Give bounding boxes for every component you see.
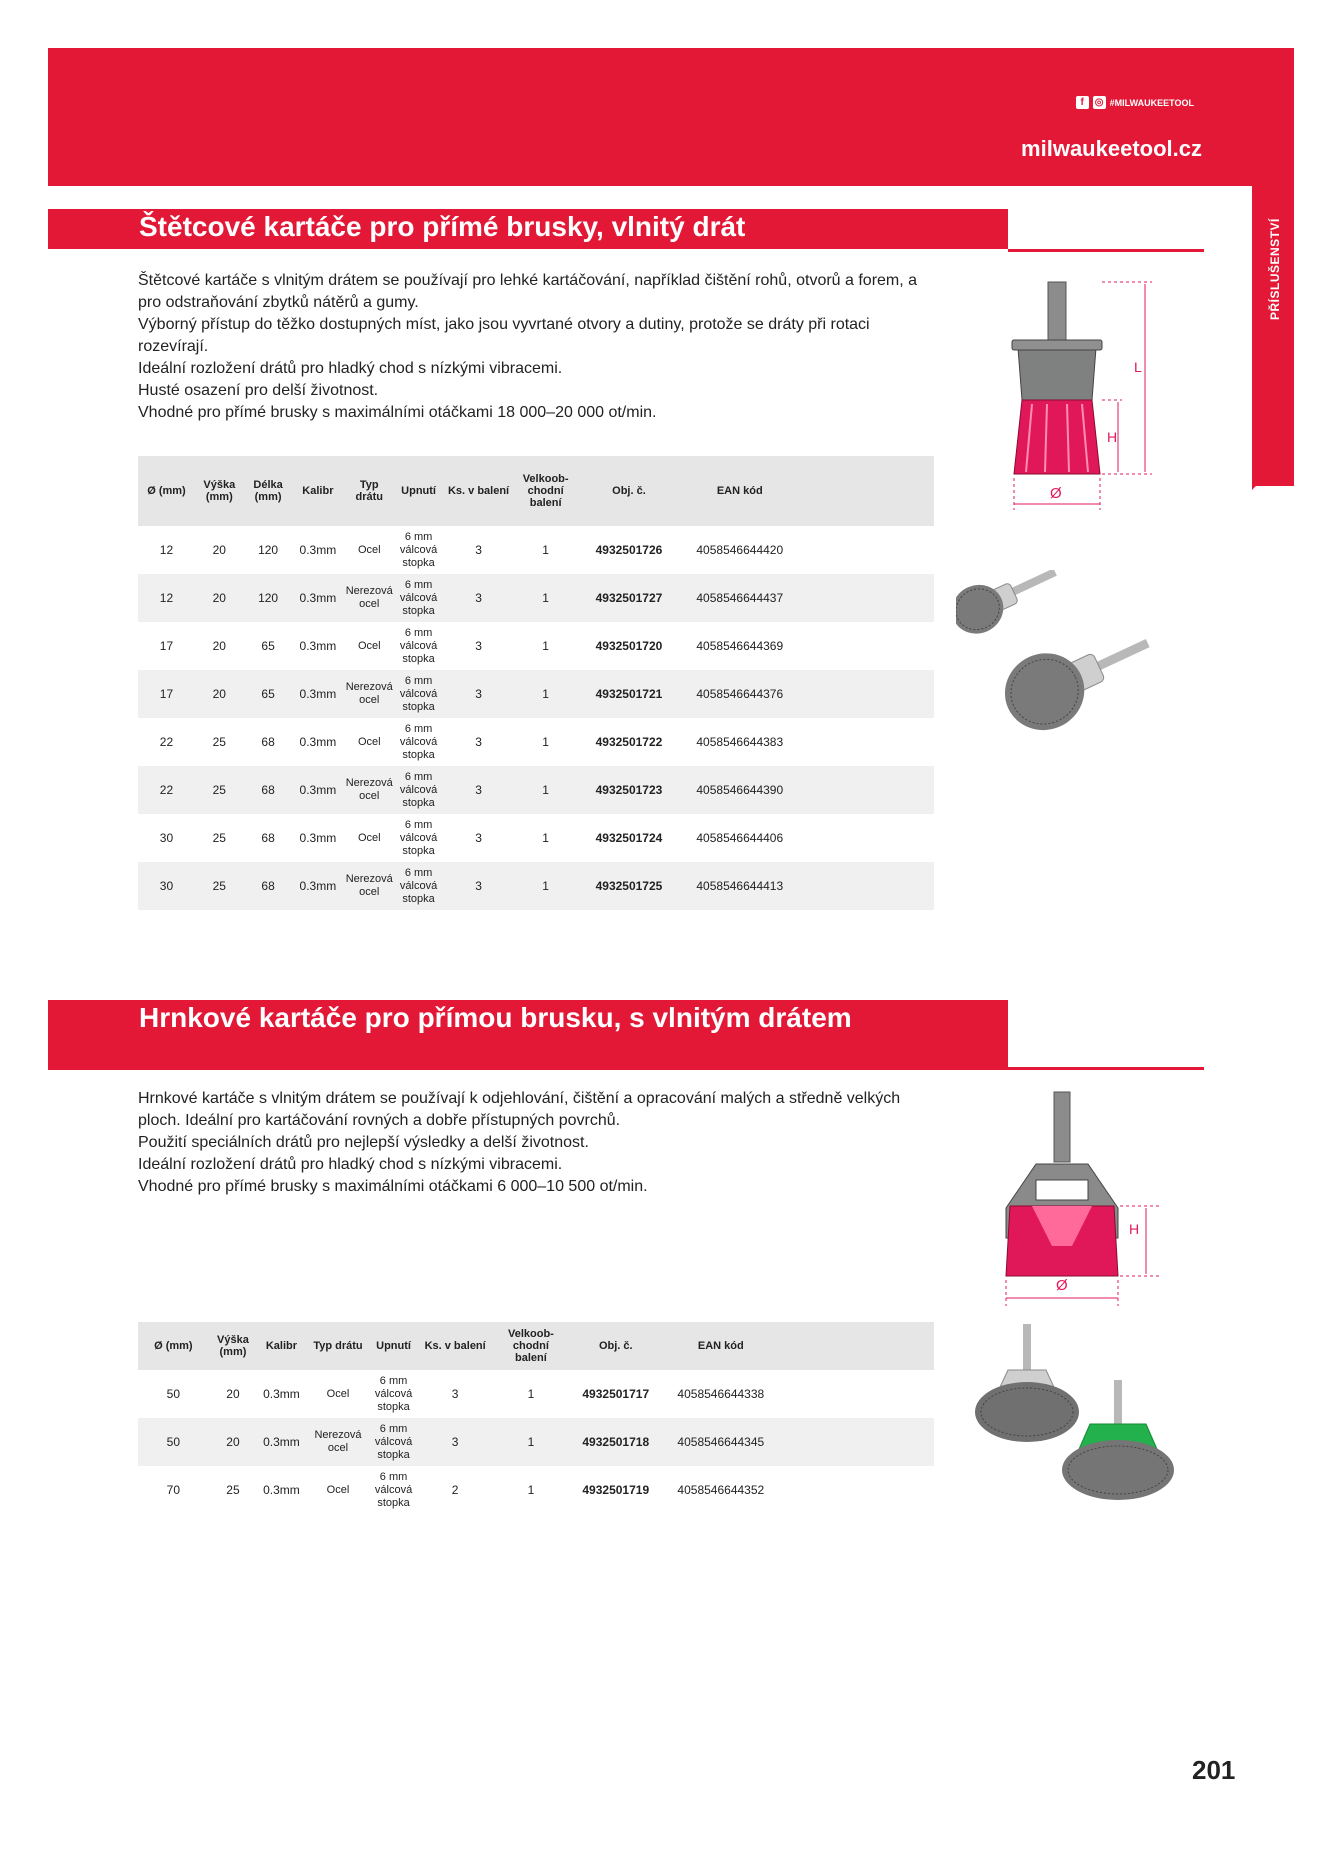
cell: 0.3mm: [257, 1418, 305, 1466]
diameter-label: Ø: [1050, 485, 1062, 502]
cell: 68: [244, 862, 293, 910]
table-row: [138, 622, 934, 670]
cell: 3: [442, 670, 515, 718]
cell: 17: [159, 639, 174, 653]
cell: 3: [475, 735, 482, 749]
cell: 1: [542, 831, 549, 845]
cell: 20: [195, 670, 244, 718]
cell: 22: [159, 735, 174, 749]
instagram-icon[interactable]: ◎: [1093, 96, 1106, 109]
facebook-icon[interactable]: f: [1076, 96, 1089, 109]
section1-table: [138, 456, 934, 910]
col-header: Upnutí: [395, 456, 442, 526]
col-header: Upnutí: [370, 1322, 416, 1370]
cell: 4058546644390: [682, 766, 798, 814]
cell: 25: [212, 831, 226, 845]
cell: 4058546644352: [677, 1483, 765, 1497]
col-header: Velkoob-chodní balení: [494, 1322, 569, 1370]
col-header: Délka (mm): [244, 456, 293, 526]
cell: 6 mm válcová stopka: [370, 1418, 416, 1466]
cell: 6 mm válcová stopka: [395, 670, 442, 718]
table-row: [138, 1418, 934, 1466]
section2-table: [138, 1322, 934, 1514]
side-tab-point: [1252, 440, 1294, 490]
section1-desc-line: Vhodné pro přímé brusky s maximálními otáčkami 18 000–20 000 ot/min.: [138, 404, 657, 421]
cell: 6 mm válcová stopka: [395, 766, 442, 814]
cell: Nerezová ocel: [343, 766, 395, 814]
cell: 20: [195, 574, 244, 622]
height-label: H: [1107, 429, 1118, 445]
col-header: Ks. v balení: [442, 456, 515, 526]
end-brush-diagram: [992, 278, 1162, 514]
cell: Nerezová ocel: [306, 1418, 371, 1466]
cell: 17: [138, 670, 195, 718]
cell: 0.3mm: [299, 639, 337, 653]
col-header: Velkoob-chodní balení: [515, 456, 576, 526]
cell: 2: [451, 1483, 459, 1497]
cell: 0.3mm: [292, 574, 343, 622]
section2-title: Hrnkové kartáče pro přímou brusku, s vlnitým drátem: [48, 1000, 1008, 1070]
cell: 1: [515, 766, 576, 814]
cell: 68: [244, 766, 293, 814]
cell: 30: [138, 862, 195, 910]
side-tab-label: PŘÍSLUŠENSTVÍ: [1268, 218, 1282, 320]
cell: 1: [542, 735, 549, 749]
table-row: [138, 574, 934, 622]
col-header: Ø (mm): [138, 456, 195, 526]
page-number: 201: [1192, 1755, 1236, 1785]
cell: 4058546644406: [696, 831, 784, 845]
cell: 4932501723: [576, 766, 682, 814]
cell: 4932501726: [595, 543, 663, 557]
cell: 1: [515, 670, 576, 718]
table-row: [138, 862, 934, 910]
cell: 6 mm válcová stopka: [395, 862, 442, 910]
section1-desc-line: Štětcové kartáče s vlnitým drátem se používají pro lehké kartáčování, například čištění rohů, otvorů a forem, a pro odstraňování zbytků nátěrů a gumy.: [138, 272, 918, 311]
col-header: Kalibr: [292, 456, 343, 526]
cell: 4058546644383: [696, 735, 784, 749]
social-links: [1076, 96, 1194, 109]
col-header: Typ drátu: [343, 456, 395, 526]
cell: 1: [494, 1418, 569, 1466]
col-header: Výška (mm): [209, 1322, 257, 1370]
table-row: [138, 526, 934, 574]
cell: 4932501717: [582, 1387, 650, 1401]
cell: 0.3mm: [292, 670, 343, 718]
cell: 0.3mm: [292, 766, 343, 814]
cell: 4932501725: [576, 862, 682, 910]
length-label: L: [1134, 359, 1142, 375]
cell: Ocel: [357, 735, 381, 748]
cell: 25: [195, 862, 244, 910]
section2-desc-line: Ideální rozložení drátů pro hladký chod s nízkými vibracemi.: [138, 1156, 563, 1173]
cell: 20: [209, 1418, 257, 1466]
cell: 50: [166, 1387, 181, 1401]
col-header: Výška (mm): [195, 456, 244, 526]
cell: 4058546644338: [677, 1387, 765, 1401]
cell: 3: [442, 862, 515, 910]
section2-desc-line: Hrnkové kartáče s vlnitým drátem se používají k odjehlování, čištění a opracování malých a středně velkých ploch. Ideální pro kartáčování rovných a dobře přístupných povrchů.: [138, 1090, 901, 1129]
cell: 4058546644376: [682, 670, 798, 718]
table-row: [138, 670, 934, 718]
cell: 68: [261, 831, 275, 845]
cell: 0.3mm: [299, 543, 337, 557]
col-header: Typ drátu: [306, 1322, 371, 1370]
cell: 20: [212, 639, 226, 653]
cell: 3: [442, 766, 515, 814]
table-row: [138, 1466, 934, 1514]
cell: 6 mm válcová stopka: [399, 530, 438, 569]
cell: 0.3mm: [299, 831, 337, 845]
cell: 6 mm válcová stopka: [399, 626, 438, 665]
cell: Ocel: [357, 639, 381, 652]
col-header: EAN kód: [682, 456, 798, 526]
cell: 50: [138, 1418, 209, 1466]
cell: 4932501719: [582, 1483, 650, 1497]
cell: 4932501718: [568, 1418, 663, 1466]
section2-underline: [1008, 1067, 1204, 1070]
cell: 120: [244, 574, 293, 622]
diameter-label: Ø: [1056, 1277, 1068, 1294]
cell: 4932501722: [595, 735, 663, 749]
cell: 25: [195, 766, 244, 814]
cell: 4932501720: [595, 639, 663, 653]
cell: 1: [542, 639, 549, 653]
cell: Ocel: [357, 831, 381, 844]
cell: Ocel: [357, 543, 381, 556]
cell: 12: [138, 574, 195, 622]
cell: 6 mm válcová stopka: [399, 722, 438, 761]
cell: 0.3mm: [263, 1387, 300, 1401]
section1-desc-line: Výborný přístup do těžko dostupných míst, jako jsou vyvrtané otvory a dutiny, protože se dráty při rotaci rozevírají.: [138, 316, 870, 355]
cell: 20: [226, 1387, 240, 1401]
cell: 4058546644420: [696, 543, 784, 557]
height-label: H: [1129, 1221, 1140, 1237]
cell: 68: [261, 735, 275, 749]
cup-brush-diagram: [996, 1088, 1160, 1308]
cell: 12: [159, 543, 174, 557]
table-header-row: [138, 1322, 934, 1370]
section1-title: Štětcové kartáče pro přímé brusky, vlnitý drát: [48, 209, 1008, 249]
cell: 4058546644437: [682, 574, 798, 622]
cell: 0.3mm: [292, 862, 343, 910]
cell: 3: [475, 831, 482, 845]
cell: 20: [212, 543, 226, 557]
table-row: [138, 718, 934, 766]
section2-desc-line: Vhodné pro přímé brusky s maximálními otáčkami 6 000–10 500 ot/min.: [138, 1178, 648, 1195]
hashtag: #MILWAUKEETOOL: [1109, 97, 1194, 108]
cell: 6 mm válcová stopka: [374, 1374, 413, 1413]
table-row: [138, 1370, 934, 1418]
cell: 1: [542, 543, 549, 557]
cell: 4932501721: [576, 670, 682, 718]
cell: 6 mm válcová stopka: [374, 1470, 413, 1509]
cell: Ocel: [326, 1483, 350, 1496]
cell: 3: [451, 1387, 459, 1401]
col-header: Kalibr: [257, 1322, 305, 1370]
cell: Nerezová ocel: [343, 862, 395, 910]
cell: Nerezová ocel: [343, 670, 395, 718]
cell: 25: [226, 1483, 240, 1497]
cup-brush-photo: [968, 1320, 1188, 1520]
cell: 0.3mm: [299, 735, 337, 749]
cell: 6 mm válcová stopka: [395, 574, 442, 622]
cell: 4058546644369: [696, 639, 784, 653]
cell: 4058546644413: [682, 862, 798, 910]
section1-desc-line: Ideální rozložení drátů pro hladký chod s nízkými vibracemi.: [138, 360, 563, 377]
cell: 30: [159, 831, 174, 845]
cell: Ocel: [326, 1387, 350, 1400]
cell: 1: [515, 574, 576, 622]
cell: 4058546644345: [663, 1418, 778, 1466]
col-header: Obj. č.: [576, 456, 682, 526]
col-header: Obj. č.: [568, 1322, 663, 1370]
cell: 25: [212, 735, 226, 749]
section1-underline: [1008, 249, 1204, 252]
cell: 4932501727: [576, 574, 682, 622]
cell: 3: [442, 574, 515, 622]
cell: 65: [244, 670, 293, 718]
cell: 3: [475, 543, 482, 557]
section2-description: [138, 1088, 938, 1198]
col-header: Ø (mm): [138, 1322, 209, 1370]
section1-desc-line: Husté osazení pro delší životnost.: [138, 382, 379, 399]
cell: Nerezová ocel: [343, 574, 395, 622]
col-header: EAN kód: [663, 1322, 778, 1370]
end-brush-photo: [956, 570, 1206, 780]
cell: 120: [258, 543, 279, 557]
table-row: [138, 766, 934, 814]
table-row: [138, 814, 934, 862]
cell: 4932501724: [595, 831, 663, 845]
site-url[interactable]: milwaukeetool.cz: [1021, 136, 1202, 161]
cell: 3: [475, 639, 482, 653]
cell: 0.3mm: [263, 1483, 300, 1497]
section1-description: [138, 270, 938, 424]
table-header-row: [138, 456, 934, 526]
cell: 1: [527, 1387, 535, 1401]
cell: 70: [166, 1483, 181, 1497]
section2-desc-line: Použití speciálních drátů pro nejlepší výsledky a delší životnost.: [138, 1134, 589, 1151]
cell: 3: [417, 1418, 494, 1466]
cell: 6 mm válcová stopka: [399, 818, 438, 857]
cell: 65: [261, 639, 275, 653]
header-band: [48, 48, 1294, 186]
col-header: Ks. v balení: [417, 1322, 494, 1370]
cell: 1: [515, 862, 576, 910]
cell: 1: [527, 1483, 535, 1497]
cell: 22: [138, 766, 195, 814]
